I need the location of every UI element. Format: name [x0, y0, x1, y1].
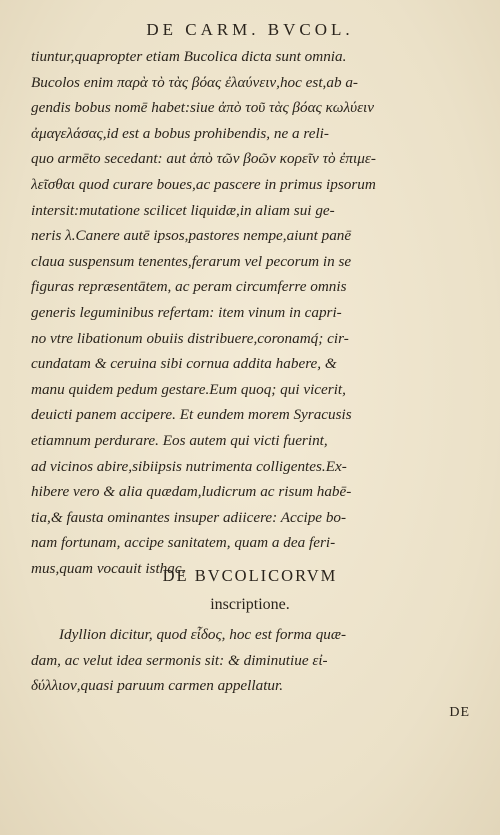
text-line: no vtre libationum obuiis distribuere,coronamq́; cir-	[31, 329, 349, 347]
catchword: DE	[449, 705, 470, 720]
text-line: λεῖσθαι quod curare boues,ac pascere in primus ipsorum	[31, 175, 376, 193]
text-line: ἀμαγελάσας,id est a bobus prohibendis, ne a reli-	[31, 124, 329, 142]
paragraph-idyllion	[31, 622, 471, 699]
text-line: quo armēto secedant: aut ἀπὸ τῶν βοῶν κορεῖν τὸ ἐπιμε-	[31, 150, 376, 168]
text-line: nam fortunam, accipe sanitatem, quam a dea feri-	[31, 534, 336, 552]
text-line: figuras repræsentātem, ac peram circumferre omnis	[31, 278, 347, 296]
text-line: hibere vero & alia quædam,ludicrum ac risum habē-	[31, 483, 352, 501]
text-line: Idyllion dicitur, quod εἶδος, hoc est forma quæ-	[59, 626, 347, 643]
text-line: tia,& fausta ominantes insuper adiicere: Accipe bo-	[31, 508, 347, 526]
section-subheading: inscriptione.	[210, 596, 290, 613]
text-line: etiamnum perdurare. Eos autem qui victi fuerint,	[31, 431, 328, 449]
section-heading: DE BVCOLICORVM	[162, 566, 338, 585]
text-line: cundatam & ceruina sibi cornua addita habere, &	[31, 355, 337, 373]
text-line: Bucolos enim παρὰ τὸ τὰς βόας ἐλαύνειν,hoc est,ab a-	[31, 73, 358, 91]
text-line: ad vicinos abire,sibiipsis nutrimenta colligentes.Ex-	[31, 457, 347, 475]
text-line: generis leguminibus refertam: item vinum in capri-	[31, 303, 342, 321]
text-line: deuicti panem accipere. Et eundem morem Syracusis	[31, 406, 352, 424]
text-line: δύλλιον,quasi paruum carmen appellatur.	[31, 677, 284, 695]
text-line: gendis bobus nomē habet:siue ἀπὸ τοῦ τὰς βόας κωλύειν	[31, 99, 375, 117]
text-line: tiuntur,quapropter etiam Bucolica dicta sunt omnia.	[31, 48, 347, 65]
text-line: mus,quam vocauit isthac.	[31, 559, 186, 577]
text-line: dam, ac velut idea sermonis sit: & diminutiue εἰ-	[31, 651, 328, 669]
text-line: neris λ.Canere autē ipsos,pastores nempe,aiunt panē	[31, 227, 352, 245]
text-line: manu quidem pedum gestare.Eum quoq; qui vicerit,	[31, 380, 346, 398]
running-head: DE CARM. BVCOL.	[146, 20, 354, 39]
text-line: claua suspensum tenentes,ferarum vel pecorum in se	[31, 252, 352, 270]
text-line: intersit:mutatione scilicet liquidæ,in aliam sui ge-	[31, 201, 335, 219]
paragraph-main	[31, 44, 471, 581]
